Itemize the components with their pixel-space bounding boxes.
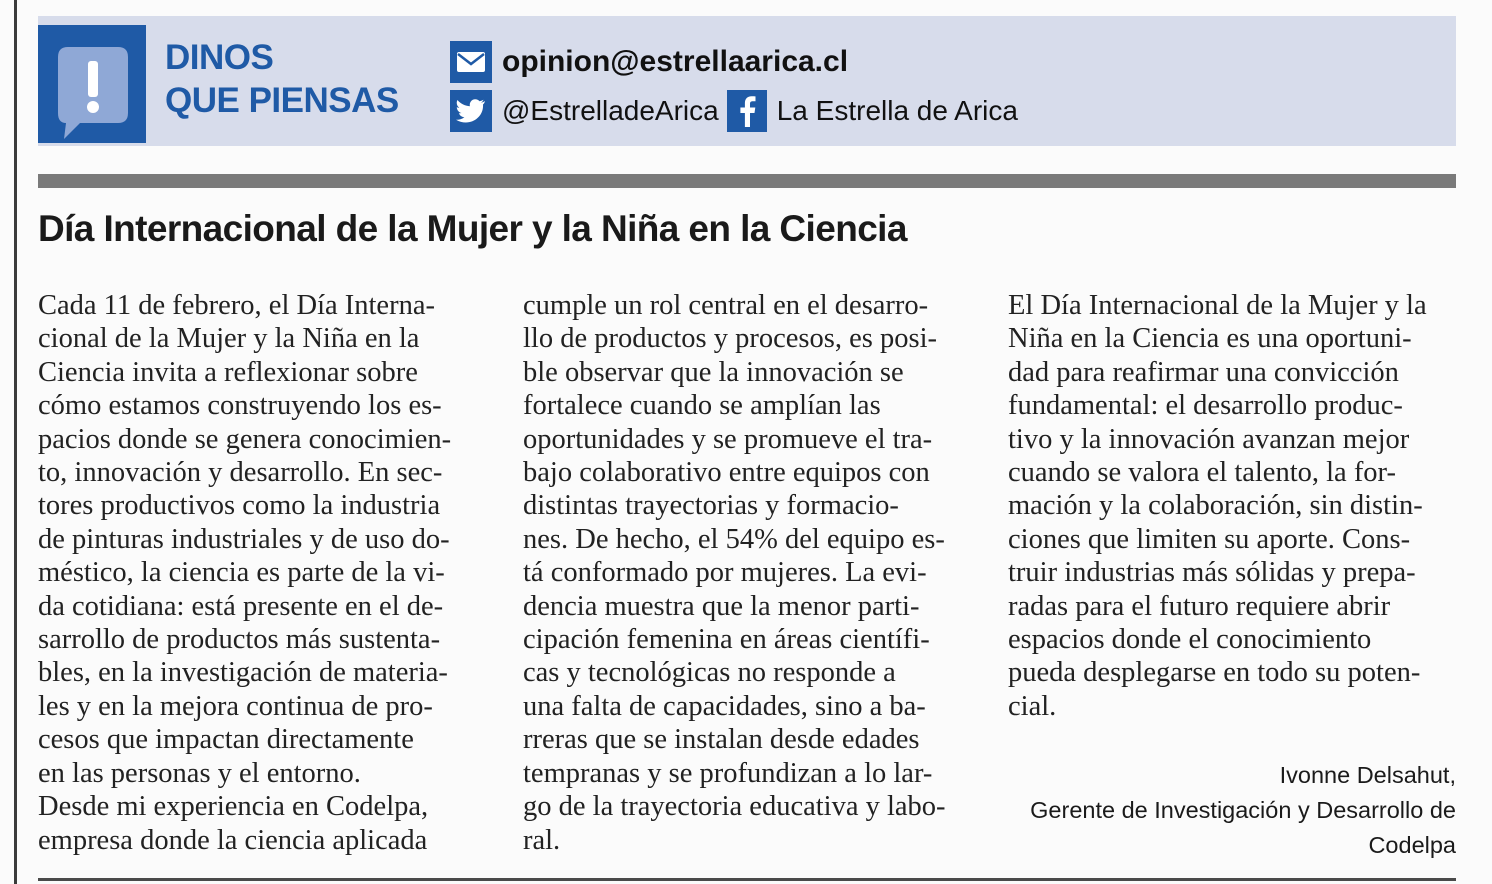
brand-line-2: QUE PIENSAS xyxy=(165,81,399,120)
article-line: empresa donde la ciencia aplicada xyxy=(38,824,428,856)
article-line: oportunidades y se promueve el tra- xyxy=(523,423,933,455)
article-line: Cada 11 de febrero, el Día Interna- xyxy=(38,290,435,321)
article-line: pacios donde se genera conocimien- xyxy=(38,423,452,455)
article-line: pueda desplegarse en todo su poten- xyxy=(1008,657,1421,689)
article-line: cumple un rol central en el desarro- xyxy=(523,290,929,321)
article-line: cómo estamos construyendo los es- xyxy=(38,390,442,422)
article-line: Desde mi experiencia en Codelpa, xyxy=(38,791,429,823)
author-name: Ivonne Delsahut, xyxy=(1279,762,1456,788)
article-line: una falta de capacidades, sino a ba- xyxy=(523,690,926,722)
article-line: fortalece cuando se amplían las xyxy=(523,390,881,422)
section-divider xyxy=(38,174,1456,188)
article-line: ble observar que la innovación se xyxy=(523,356,904,388)
email-contact xyxy=(450,41,848,83)
article-line: ciones que limiten su aporte. Cons- xyxy=(1008,523,1411,555)
facebook-page-name[interactable]: La Estrella de Arica xyxy=(776,95,1018,126)
article-line: bajo colaborativo entre equipos con xyxy=(523,457,930,489)
article-line: cial. xyxy=(1008,690,1057,722)
twitter-handle[interactable]: @EstrelladeArica xyxy=(502,95,719,126)
article-line: mación y la colaboración, sin distin- xyxy=(1008,490,1423,522)
article-line: tores productivos como la industria xyxy=(38,490,441,522)
article-line: llo de productos y procesos, es posi- xyxy=(523,323,937,355)
article-column-3 xyxy=(1008,289,1460,723)
article-line: to, innovación y desarrollo. En sec- xyxy=(38,457,443,489)
article-line: dad para reafirmar una convicción xyxy=(1008,356,1399,388)
brand-line-1: DINOS xyxy=(165,38,274,77)
article-line: nes. De hecho, el 54% del equipo es- xyxy=(523,523,945,555)
article-line: sarrollo de productos más sustenta- xyxy=(38,624,441,656)
speech-bubble-exclamation-icon xyxy=(38,25,146,143)
envelope-icon xyxy=(450,41,492,83)
article-line: cipación femenina en áreas científi- xyxy=(523,624,930,656)
facebook-icon xyxy=(727,90,767,132)
article-line: radas para el futuro requiere abrir xyxy=(1008,590,1391,622)
author-role: Gerente de Investigación y Desarrollo de xyxy=(1030,797,1456,823)
article-line: tá conformado por mujeres. La evi- xyxy=(523,557,927,589)
article-line: méstico, la ciencia es parte de la vi- xyxy=(38,557,445,589)
section-brand xyxy=(165,36,399,122)
email-address[interactable]: opinion@estrellaarica.cl xyxy=(502,45,849,78)
twitter-icon xyxy=(450,90,492,132)
article-line: en las personas y el entorno. xyxy=(38,757,361,789)
article-line: fundamental: el desarrollo produc- xyxy=(1008,390,1403,422)
article-line: Ciencia invita a reflexionar sobre xyxy=(38,356,418,388)
article-line: les y en la mejora continua de pro- xyxy=(38,690,433,722)
article-column-2 xyxy=(523,289,983,857)
article-line: cas y tecnológicas no responde a xyxy=(523,657,896,689)
social-contacts xyxy=(450,90,1018,132)
article-line: de pinturas industriales y de uso do- xyxy=(38,523,450,555)
article-line: dencia muestra que la menor parti- xyxy=(523,590,920,622)
article-line: distintas trayectorias y formacio- xyxy=(523,490,899,522)
article-line: da cotidiana: está presente en el de- xyxy=(38,590,444,622)
author-company: Codelpa xyxy=(1368,832,1456,858)
article-line: ral. xyxy=(523,824,561,856)
article-line: truir industrias más sólidas y prepa- xyxy=(1008,557,1416,589)
article-line: rreras que se instalan desde edades xyxy=(523,724,920,756)
article-line: cuando se valora el talento, la for- xyxy=(1008,457,1396,489)
article-line: Niña en la Ciencia es una oportuni- xyxy=(1008,323,1412,355)
article-column-1 xyxy=(38,289,498,857)
article-line: espacios donde el conocimiento xyxy=(1008,624,1372,656)
article-line: El Día Internacional de la Mujer y la xyxy=(1008,290,1427,321)
article-line: go de la trayectoria educativa y labo- xyxy=(523,791,946,823)
article-line: cesos que impactan directamente xyxy=(38,724,414,756)
article-line: tempranas y se profundizan a lo lar- xyxy=(523,757,933,789)
article-line: tivo y la innovación avanzan mejor xyxy=(1008,423,1410,455)
article-line: bles, en la investigación de materia- xyxy=(38,657,448,689)
author-signature xyxy=(1030,758,1456,863)
article-line: cional de la Mujer y la Niña en la xyxy=(38,323,420,355)
article-headline: Día Internacional de la Mujer y la Niña en la Ciencia xyxy=(38,208,907,249)
bottom-rule xyxy=(38,878,1456,881)
page-margin-rule xyxy=(14,0,17,884)
